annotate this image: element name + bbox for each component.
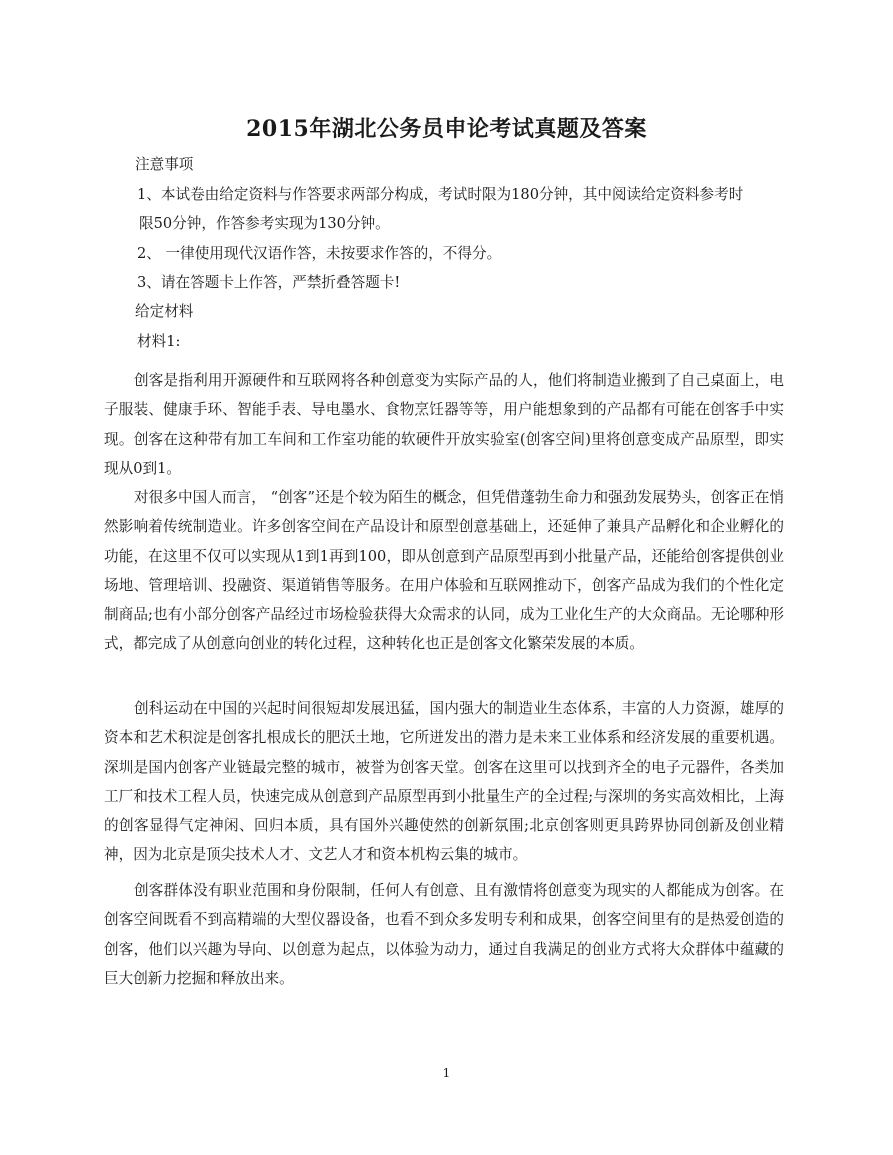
notice-item-1-continued: 限50分钟，作答参考实现为130分钟。 — [139, 215, 390, 232]
notice-heading: 注意事项 — [135, 156, 194, 173]
materials-heading: 给定材料 — [135, 303, 194, 320]
notice-item-2: 2、 一律使用现代汉语作答，未按要求作答的，不得分。 — [137, 245, 502, 262]
material-paragraph-2: 对很多中国人而言， “创客”还是个较为陌生的概念，但凭借蓬勃生命力和强劲发展势头，创客正在悄然影响着传统制造业。许多创客空间在产品设计和原型创意基础上，还延伸了兼具产品孵化和企业孵化的功能，在这里不仅可以实现从1到1再到100，即从创意到产品原型再到小批量产品，还能给创客提供创业场地、管理培训、投融资、渠道销售等服务。在用户体验和互联网推动下，创客产品成为我们的个性化定制商品;也有小部分创客产品经过市场检验获得大众需求的认同，成为工业化生产的大众商品。无论哪种形式，都完成了从创意向创业的转化过程，这种转化也正是创客文化繁荣发展的本质。 — [104, 489, 784, 653]
material-paragraph-3: 创科运动在中国的兴起时间很短却发展迅猛，国内强大的制造业生态体系，丰富的人力资源，雄厚的资本和艺术积淀是创客扎根成长的肥沃土地，它所迸发出的潜力是未来工业体系和经济发展的重要机遇。深圳是国内创客产业链最完整的城市，被誉为创客天堂。创客在这里可以找到齐全的电子元器件，各类加工厂和技术工程人员，快速完成从创意到产品原型再到小批量生产的全过程;与深圳的务实高效相比，上海的创客显得气定神闲、回归本质，具有国外兴趣使然的创新氛围;北京创客则更具跨界协同创新及创业精神，因为北京是顶尖技术人才、文艺人才和资本机构云集的城市。 — [104, 700, 784, 864]
notice-item-3: 3、请在答题卡上作答，严禁折叠答题卡! — [137, 274, 401, 291]
page-number: 1 — [442, 1066, 451, 1080]
material-label: 材料1: — [137, 333, 181, 350]
material-paragraph-4: 创客群体没有职业范围和身份限制，任何人有创意、且有激情将创意变为现实的人都能成为创客。在创客空间既看不到高精端的大型仪器设备，也看不到众多发明专利和成果，创客空间里有的是热爱创造的创客，他们以兴趣为导向、以创意为起点，以体验为动力，通过自我满足的创业方式将大众群体中蕴藏的巨大创新力挖掘和释放出来。 — [104, 882, 784, 987]
notice-item-1: 1、本试卷由给定资料与作答要求两部分构成，考试时限为180分钟，其中阅读给定资料参考时 — [137, 186, 744, 203]
document-title: 2015年湖北公务员申论考试真题及答案 — [246, 116, 647, 142]
material-paragraph-1: 创客是指利用开源硬件和互联网将各种创意变为实际产品的人，他们将制造业搬到了自己桌面上，电子服装、健康手环、智能手表、导电墨水、食物烹饪器等等，用户能想象到的产品都有可能在创客手中实现。创客在这种带有加工车间和工作室功能的软硬件开放实验室(创客空间)里将创意变成产品原型，即实现从0到1。 — [104, 372, 784, 477]
